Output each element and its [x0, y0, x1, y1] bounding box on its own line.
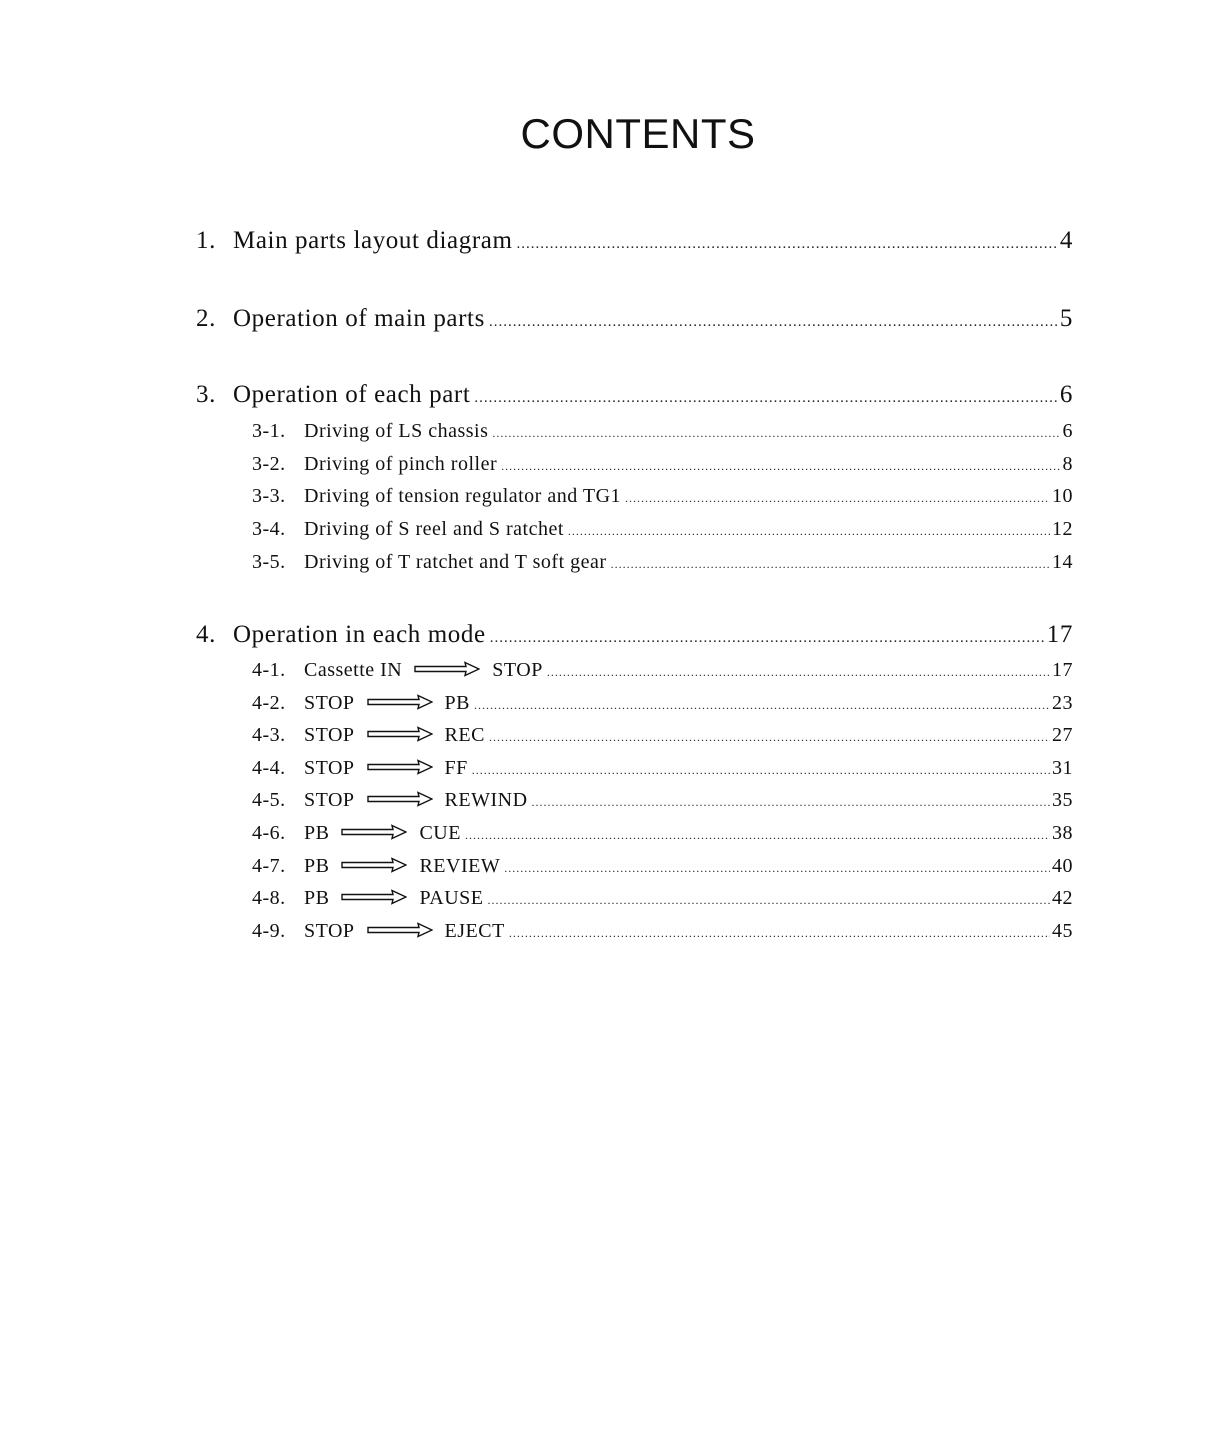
toc-item-4-3[interactable]	[252, 721, 1073, 749]
mode-from: STOP	[304, 789, 355, 811]
dot-leader	[474, 381, 1057, 415]
toc-item-4-2[interactable]	[252, 689, 1073, 717]
double-arrow-right-icon	[341, 824, 407, 840]
dot-leader	[547, 658, 1050, 686]
toc-page-number: 17	[1052, 659, 1073, 681]
toc-page-number: 42	[1052, 887, 1073, 909]
toc-item-number: 3-1.	[252, 420, 286, 442]
dot-leader	[517, 227, 1058, 261]
toc-page-number: 38	[1052, 822, 1073, 844]
toc-item-number: 4-5.	[252, 789, 286, 811]
toc-item-number: 3-2.	[252, 453, 286, 475]
toc-section-3[interactable]	[196, 378, 1073, 412]
dot-leader	[487, 886, 1050, 914]
toc-item-title	[304, 689, 470, 717]
mode-to: FF	[444, 757, 468, 779]
toc-item-title: Driving of LS chassis	[304, 420, 489, 442]
toc-item-number: 3-4.	[252, 518, 286, 540]
toc-item-number: 4-7.	[252, 855, 286, 877]
toc-page-number: 10	[1052, 485, 1073, 507]
mode-from: PB	[304, 887, 330, 909]
toc-page-number: 4	[1059, 227, 1073, 254]
mode-from: STOP	[304, 724, 355, 746]
dot-leader	[472, 756, 1050, 784]
toc-item-number: 3-3.	[252, 485, 286, 507]
toc-item-title	[304, 852, 500, 880]
dot-leader	[501, 452, 1060, 480]
toc-item-3-3[interactable]	[252, 482, 1073, 510]
toc-section-title: Operation of each part	[233, 381, 471, 408]
dot-leader	[489, 305, 1058, 339]
toc-item-number: 3-5.	[252, 551, 286, 573]
dot-leader	[625, 484, 1050, 512]
toc-item-title	[304, 917, 505, 945]
toc-item-3-5[interactable]	[252, 548, 1073, 576]
double-arrow-right-icon	[414, 661, 480, 677]
toc-item-title	[304, 656, 543, 684]
toc-item-title	[304, 786, 528, 814]
page-title: CONTENTS	[520, 110, 756, 157]
toc-page-number: 12	[1052, 518, 1073, 540]
toc-item-title: Driving of pinch roller	[304, 453, 498, 475]
mode-from: STOP	[304, 757, 355, 779]
toc-item-title: Driving of T ratchet and T soft gear	[304, 551, 607, 573]
toc-page-number: 35	[1052, 789, 1073, 811]
double-arrow-right-icon	[367, 791, 433, 807]
toc-section-4[interactable]	[196, 618, 1073, 652]
double-arrow-right-icon	[341, 889, 407, 905]
mode-to: CUE	[419, 822, 461, 844]
toc-item-title: Driving of tension regulator and TG1	[304, 485, 622, 507]
toc-item-number: 4-2.	[252, 692, 286, 714]
double-arrow-right-icon	[341, 857, 407, 873]
double-arrow-right-icon	[367, 726, 433, 742]
toc-item-4-9[interactable]	[252, 917, 1073, 945]
toc-page-number: 14	[1052, 551, 1073, 573]
toc-page-number: 31	[1052, 757, 1073, 779]
toc-item-number: 4-9.	[252, 920, 286, 942]
toc-item-title: Driving of S reel and S ratchet	[304, 518, 564, 540]
mode-from: STOP	[304, 692, 355, 714]
toc-section-2[interactable]	[196, 302, 1073, 336]
mode-to: STOP	[492, 659, 543, 681]
double-arrow-right-icon	[367, 759, 433, 775]
toc-section-number: 3.	[196, 381, 216, 408]
toc-item-4-8[interactable]	[252, 884, 1073, 912]
toc-section-number: 2.	[196, 305, 216, 332]
toc-page-number: 40	[1052, 855, 1073, 877]
toc-item-3-1[interactable]	[252, 417, 1073, 445]
dot-leader	[509, 919, 1050, 947]
toc-item-4-5[interactable]	[252, 786, 1073, 814]
toc-section-title: Operation in each mode	[233, 621, 486, 648]
toc-item-number: 4-8.	[252, 887, 286, 909]
dot-leader	[474, 691, 1050, 719]
mode-from: STOP	[304, 920, 355, 942]
mode-to: REWIND	[444, 789, 528, 811]
mode-to: REVIEW	[419, 855, 501, 877]
toc-section-title: Main parts layout diagram	[233, 227, 513, 254]
dot-leader	[492, 419, 1060, 447]
dot-leader	[465, 821, 1050, 849]
toc-item-4-4[interactable]	[252, 754, 1073, 782]
toc-item-title	[304, 754, 468, 782]
toc-page-number: 6	[1059, 381, 1073, 408]
mode-from: PB	[304, 822, 330, 844]
dot-leader	[489, 723, 1050, 751]
dot-leader	[568, 517, 1050, 545]
toc-page-number: 6	[1062, 420, 1073, 442]
toc-item-title	[304, 819, 461, 847]
toc-page-number: 5	[1059, 305, 1073, 332]
toc-item-3-4[interactable]	[252, 515, 1073, 543]
toc-section-number: 1.	[196, 227, 216, 254]
toc-section-number: 4.	[196, 621, 216, 648]
mode-from: PB	[304, 855, 330, 877]
mode-to: EJECT	[444, 920, 505, 942]
toc-item-number: 4-6.	[252, 822, 286, 844]
mode-to: REC	[444, 724, 485, 746]
dot-leader	[532, 788, 1050, 816]
toc-page-number: 17	[1046, 621, 1073, 648]
mode-from: Cassette IN	[304, 659, 403, 681]
mode-to: PAUSE	[419, 887, 484, 909]
toc-item-4-7[interactable]	[252, 852, 1073, 880]
toc-item-4-6[interactable]	[252, 819, 1073, 847]
toc-page-number: 8	[1062, 453, 1073, 475]
toc-item-number: 4-1.	[252, 659, 286, 681]
dot-leader	[504, 854, 1050, 882]
dot-leader	[490, 621, 1045, 655]
dot-leader	[611, 550, 1050, 578]
double-arrow-right-icon	[367, 694, 433, 710]
toc-page-number: 45	[1052, 920, 1073, 942]
toc-item-number: 4-4.	[252, 757, 286, 779]
toc-section-title: Operation of main parts	[233, 305, 485, 332]
toc-item-3-2[interactable]	[252, 450, 1073, 478]
toc-item-title	[304, 884, 483, 912]
double-arrow-right-icon	[367, 922, 433, 938]
toc-section-1[interactable]	[196, 224, 1073, 258]
toc-page-number: 27	[1052, 724, 1073, 746]
toc-page-number: 23	[1052, 692, 1073, 714]
toc-item-number: 4-3.	[252, 724, 286, 746]
toc-item-title	[304, 721, 485, 749]
mode-to: PB	[444, 692, 471, 714]
toc-item-4-1[interactable]	[252, 656, 1073, 684]
